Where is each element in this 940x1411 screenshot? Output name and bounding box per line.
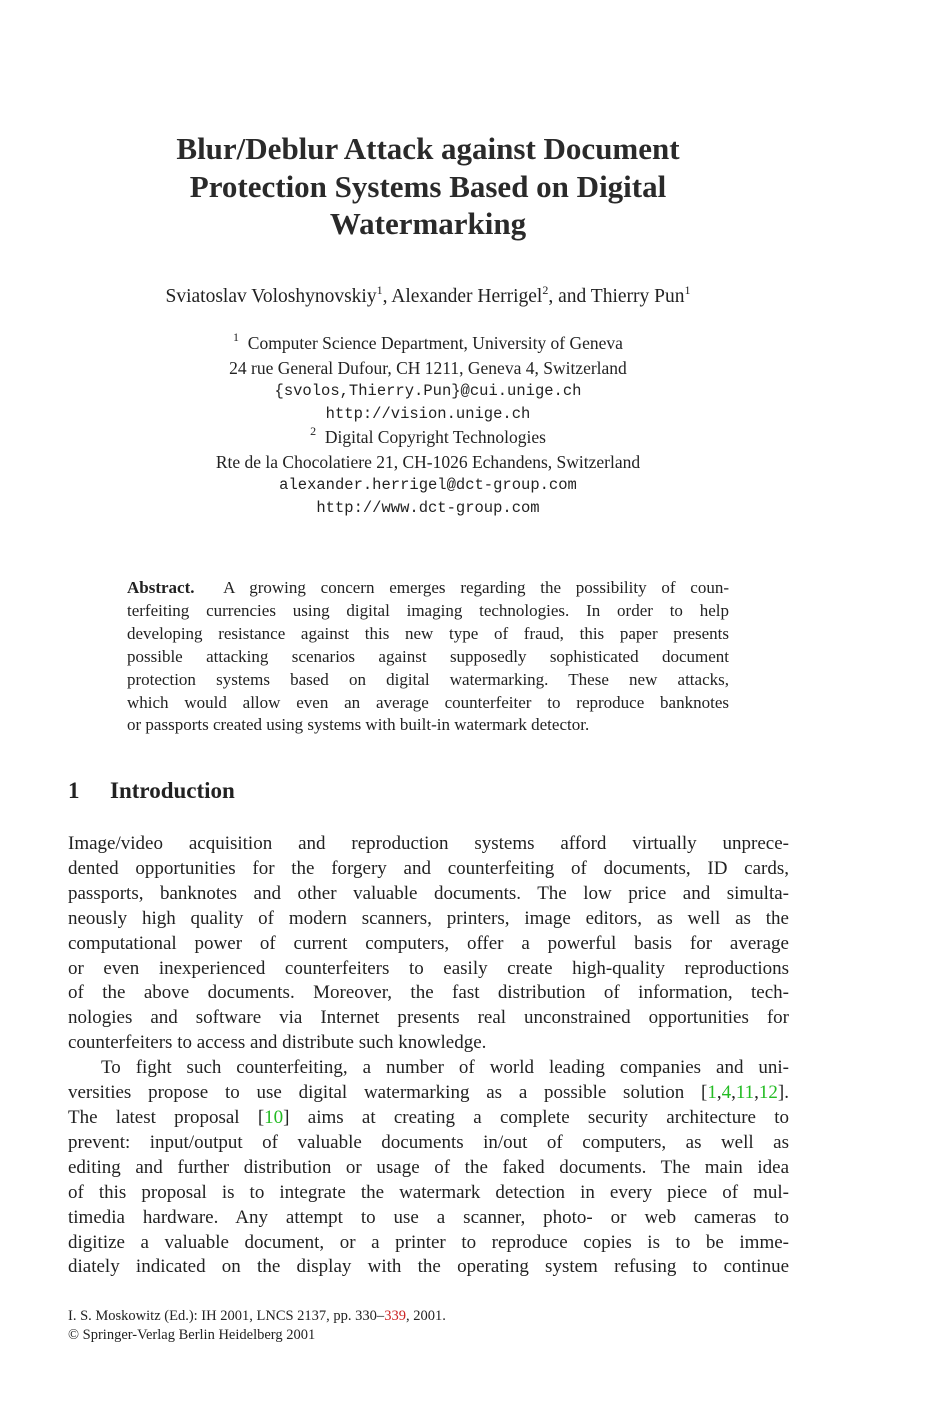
- section-title: Introduction: [110, 778, 235, 803]
- section-number: 1: [68, 778, 80, 803]
- body-line: digitize a valuable document, or a printer to reproduce copies is to be imme-: [68, 1231, 789, 1253]
- citation-link[interactable]: 1: [707, 1082, 717, 1104]
- affiliation-url: http://www.dct-group.com: [316, 499, 540, 517]
- title-line: Watermarking: [329, 206, 527, 241]
- abstract-line: protection systems based on digital watermarking. These new attacks,: [127, 669, 729, 689]
- citation-link[interactable]: 4: [721, 1082, 732, 1104]
- body-line: To fight such counterfeiting, a number of world leading companies and uni-: [101, 1057, 789, 1079]
- affiliations: [0, 332, 856, 520]
- title-line: Protection Systems Based on Digital: [189, 168, 667, 204]
- author-list: [0, 283, 856, 308]
- title-line: Blur/Deblur Attack against Document: [176, 131, 680, 166]
- abstract-line: terfeiting currencies using digital imaging technologies. In order to help: [127, 600, 729, 620]
- author-affiliation-mark: 1: [376, 283, 383, 297]
- body-line: of this proposal is to integrate the watermark detection in every piece of mul-: [68, 1181, 789, 1203]
- body-line: versities propose to use digital watermarking as a possible solution [1,4,11,12].: [68, 1082, 789, 1104]
- abstract-line: developing resistance against this new type of fraud, this paper presents: [127, 623, 729, 643]
- footer-citation-end: , 2001.: [405, 1308, 446, 1324]
- body-line: editing and further distribution or usage of the faked documents. The main idea: [68, 1156, 789, 1178]
- affiliation-mark: 2: [310, 424, 317, 438]
- author-name: Alexander Herrigel: [391, 286, 543, 307]
- body-line: of the above documents. Moreover, the fast distribution of information, tech-: [68, 982, 789, 1004]
- body-line: dented opportunities for the forgery and counterfeiting of documents, ID cards,: [68, 857, 789, 879]
- body-text-span: ].: [777, 1082, 789, 1104]
- body-line: computational power of current computers, offer a powerful basis for average: [68, 932, 789, 954]
- citation-link[interactable]: 10: [264, 1106, 284, 1128]
- author-affiliation-mark: 1: [684, 283, 691, 297]
- affiliation-name: Digital Copyright Technologies: [324, 427, 546, 447]
- body-line: diately indicated on the display with the operating system refusing to continue: [68, 1256, 789, 1278]
- publication-footer: [68, 1307, 446, 1345]
- body-line: Image/video acquisition and reproduction systems afford virtually unprece-: [68, 833, 789, 854]
- abstract-line: possible attacking scenarios against supposedly sophisticated document: [127, 646, 729, 666]
- affiliation-mark: 1: [233, 330, 240, 344]
- abstract-label: Abstract.: [127, 578, 195, 597]
- page-link[interactable]: 339: [384, 1308, 406, 1324]
- paper-title: [0, 130, 856, 243]
- affiliation-name: Computer Science Department, University of Geneva: [247, 333, 623, 353]
- section-heading: [68, 778, 235, 804]
- footer-citation: I. S. Moskowitz (Ed.): IH 2001, LNCS 2137, pp. 330–: [68, 1308, 385, 1324]
- abstract: [127, 577, 729, 737]
- author-name: Sviatoslav Voloshynovskiy: [165, 286, 377, 307]
- body-line: [68, 1106, 789, 1131]
- body-text-span: ] aims at creating a complete security architecture to: [283, 1106, 789, 1128]
- body-line: neously high quality of modern scanners, printers, image editors, as well as the: [68, 907, 789, 929]
- body-text-span: The latest proposal [: [68, 1106, 265, 1128]
- author-name: Thierry Pun: [590, 286, 685, 307]
- body-line: timedia hardware. Any attempt to use a scanner, photo- or web cameras to: [68, 1206, 789, 1228]
- abstract-line: or passports created using systems with built-in watermark detector.: [127, 715, 590, 735]
- citation-link[interactable]: 12: [758, 1082, 778, 1104]
- body-line: nologies and software via Internet presents real unconstrained opportunities for: [68, 1007, 789, 1029]
- body-text: [68, 832, 789, 1280]
- body-line: counterfeiters to access and distribute such knowledge.: [68, 1032, 487, 1054]
- abstract-line: A growing concern emerges regarding the possibility of coun-: [223, 578, 730, 597]
- affiliation-url: http://vision.unige.ch: [325, 405, 531, 423]
- affiliation-email: {svolos,Thierry.Pun}@cui.unige.ch: [274, 382, 582, 400]
- citation-link[interactable]: 11: [735, 1082, 755, 1104]
- body-line: passports, banknotes and other valuable documents. The low price and simulta-: [68, 882, 789, 904]
- affiliation-address: Rte de la Chocolatiere 21, CH-1026 Echandens, Switzerland: [215, 452, 641, 472]
- author-separator: , and: [548, 286, 591, 307]
- abstract-line: which would allow even an average counterfeiter to reproduce banknotes: [127, 692, 729, 712]
- author-separator: ,: [382, 286, 392, 307]
- body-line: prevent: input/output of valuable documents in/out of computers, as well as: [68, 1131, 789, 1153]
- body-line: or even inexperienced counterfeiters to easily create high-quality reproductions: [68, 957, 789, 979]
- affiliation-email: alexander.herrigel@dct-group.com: [279, 476, 577, 494]
- footer-copyright: © Springer-Verlag Berlin Heidelberg 2001: [68, 1327, 316, 1343]
- affiliation-address: 24 rue General Dufour, CH 1211, Geneva 4, Switzerland: [229, 358, 627, 378]
- body-text-span: versities propose to use digital watermarking as a possible solution [: [68, 1082, 708, 1104]
- author-affiliation-mark: 2: [542, 283, 549, 297]
